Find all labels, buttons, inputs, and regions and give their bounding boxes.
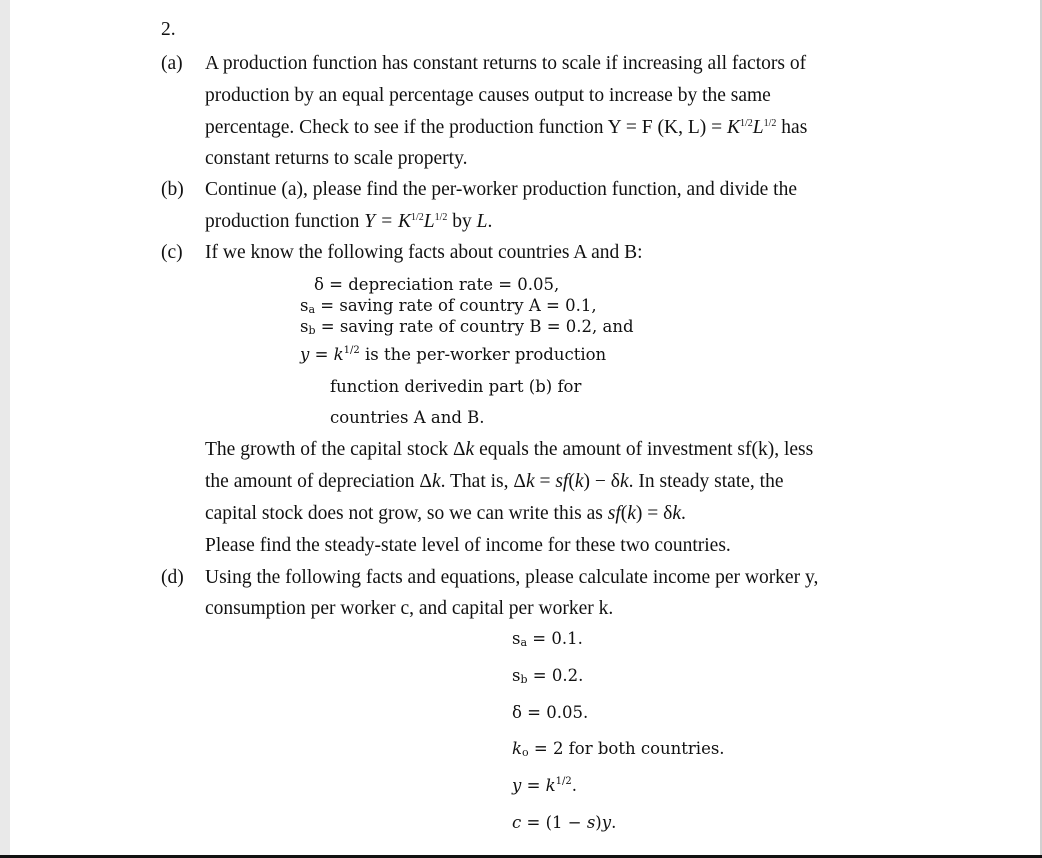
fact-depreciation: δ = depreciation rate = 0.05, — [314, 275, 560, 294]
fact-production-line3: countries A and B. — [330, 408, 485, 427]
eq-initial-capital: $k_o = 2$ for both countries. — [512, 739, 725, 759]
eq-consumption: c = (1 − s)y. — [512, 813, 617, 832]
growth-line3: capital stock does not grow, so we can write this as sf(k) = δk. — [205, 503, 686, 524]
eq-saving-a: $s_a = 0.1$. — [512, 629, 583, 649]
part-d-line2: consumption per worker c, and capital per worker k. — [205, 598, 614, 619]
steady-state-question: Please find the steady-state level of income for these two countries. — [205, 535, 731, 556]
part-a-label: (a) — [161, 53, 183, 74]
eq-income: $y = k^{1/2}$. — [512, 776, 577, 795]
fact-production-function: $y = k^{1/2}$ is the per-worker production — [300, 345, 607, 364]
fact-saving-a: $s_a$ = saving rate of country A = 0.1, — [300, 296, 597, 316]
part-a-line1: A production function has constant returns to scale if increasing all factors of — [205, 53, 807, 74]
part-b-line2: production function $Y = K^{1/2}L^{1/2}$ by L. — [205, 211, 493, 232]
fact-production-line2: function derivedin part (b) for — [330, 377, 582, 396]
part-c-label: (c) — [161, 242, 183, 263]
problem-number: 2. — [161, 19, 176, 40]
part-a-line2: production by an equal percentage causes output to increase by the same — [205, 85, 771, 106]
part-c-intro: If we know the following facts about countries A and B: — [205, 242, 643, 263]
part-a-line3: percentage. Check to see if the production function Y = F (K, $L) = K^{1/2}L^{1/2}$ has — [205, 117, 808, 138]
growth-line1: The growth of the capital stock Δk equals the amount of investment sf(k), less — [205, 439, 814, 460]
part-a-line4: constant returns to scale property. — [205, 148, 468, 169]
part-b-label: (b) — [161, 179, 184, 200]
eq-depreciation: δ = 0.05. — [512, 703, 589, 722]
growth-line2: the amount of depreciation Δk. That is, Δk = sf(k) − δk. In steady state, the — [205, 471, 784, 492]
part-d-line1: Using the following facts and equations, please calculate income per worker y, — [205, 567, 819, 588]
eq-saving-b: $s_b = 0.2$. — [512, 666, 584, 686]
fact-saving-b: $s_b$ = saving rate of country B = 0.2, and — [300, 317, 634, 337]
part-b-line1: Continue (a), please find the per-worker production function, and divide the — [205, 179, 798, 200]
part-d-label: (d) — [161, 567, 184, 588]
